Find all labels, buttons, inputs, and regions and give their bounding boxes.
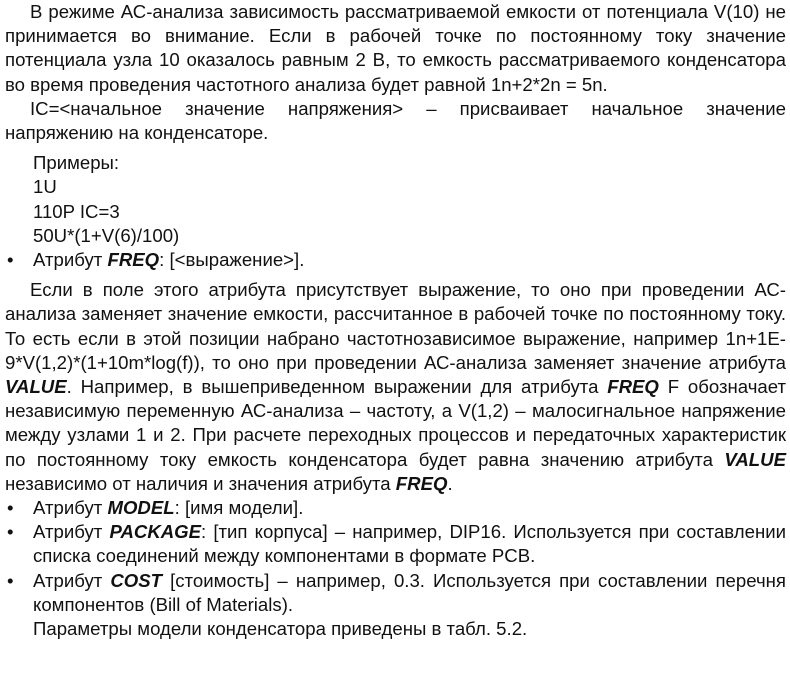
bullet-item-package: • Атрибут PACKAGE: [тип корпуса] – например, DIP16. Используется при составлении списка соединений между компонентами в формате PCB. xyxy=(7,521,786,567)
closing-sentence: Параметры модели конденсатора приведены в табл. 5.2. xyxy=(33,618,528,640)
bullet-item-model: • Атрибут MODEL: [имя модели]. xyxy=(5,496,786,520)
example-line: 50U*(1+V(6)/100) xyxy=(33,224,180,246)
example-line: 1U xyxy=(33,176,57,198)
bullet-icon: • xyxy=(7,569,14,591)
attribute-name: VALUE xyxy=(724,448,786,470)
attribute-name: MODEL xyxy=(107,497,175,519)
bullet-item-cost: • Атрибут COST [стоимость] – например, 0.3. Используется при составлении перечня компонентов (Bill of Materials). xyxy=(7,569,786,615)
bullet-icon: • xyxy=(7,249,14,271)
attribute-name: VALUE xyxy=(5,376,67,398)
examples-block xyxy=(33,151,786,248)
freq-bullet-list xyxy=(5,248,786,272)
examples-heading: Примеры: xyxy=(33,152,120,174)
attribute-name: COST xyxy=(110,569,163,591)
attribute-bullet-list xyxy=(5,496,786,617)
paragraph-ic: IC=<начальное значение напряжения> – присваивает начальное значение напряжению на конденсаторе. xyxy=(5,97,786,144)
paragraph-ac-analysis: В режиме АС-анализа зависимость рассматриваемой емкости от потенциала V(10) не принимается во внимание. Если в рабочей точке по постоянному току значение потенциала узла 10 оказалось равным 2 В, то емкость рассматриваемого конденсатора во время проведения частотного анализа будет равной 1n+2*2n = 5n. xyxy=(5,1,786,95)
attribute-name: FREQ xyxy=(107,249,160,271)
attribute-name: FREQ xyxy=(607,376,659,398)
bullet-item-freq: • Атрибут FREQ: [<выражение>]. xyxy=(5,248,786,272)
example-line: 110P IC=3 xyxy=(33,200,120,222)
bullet-icon: • xyxy=(7,521,14,543)
attribute-name: FREQ xyxy=(395,472,448,494)
paragraph-freq-description: Если в поле этого атрибута присутствует выражение, то оно при проведении АС-анализа заменяет значение емкости, рассчитанное в рабочей точке по постоянному току. То есть если в этой позиции набрано частотнозависимое выражение, например 1n+1E-9*V(1,2)*(1+10m*log(f)), то оно при проведении АС-анализа заменяет значение атрибута VALUE. Например, в вышеприведенном выражении для атрибута FREQ F обозначает независимую переменную АС-анализа – частоту, а V(1,2) – малосигнальное напряжение между узлами 1 и 2. При расчете переходных процессов и передаточных характеристик по постоянному току емкость конденсатора будет равна значению атрибута VALUE независимо от наличия и значения атрибута FREQ. xyxy=(5,279,786,494)
attribute-name: PACKAGE xyxy=(109,521,202,543)
bullet-icon: • xyxy=(7,497,14,519)
